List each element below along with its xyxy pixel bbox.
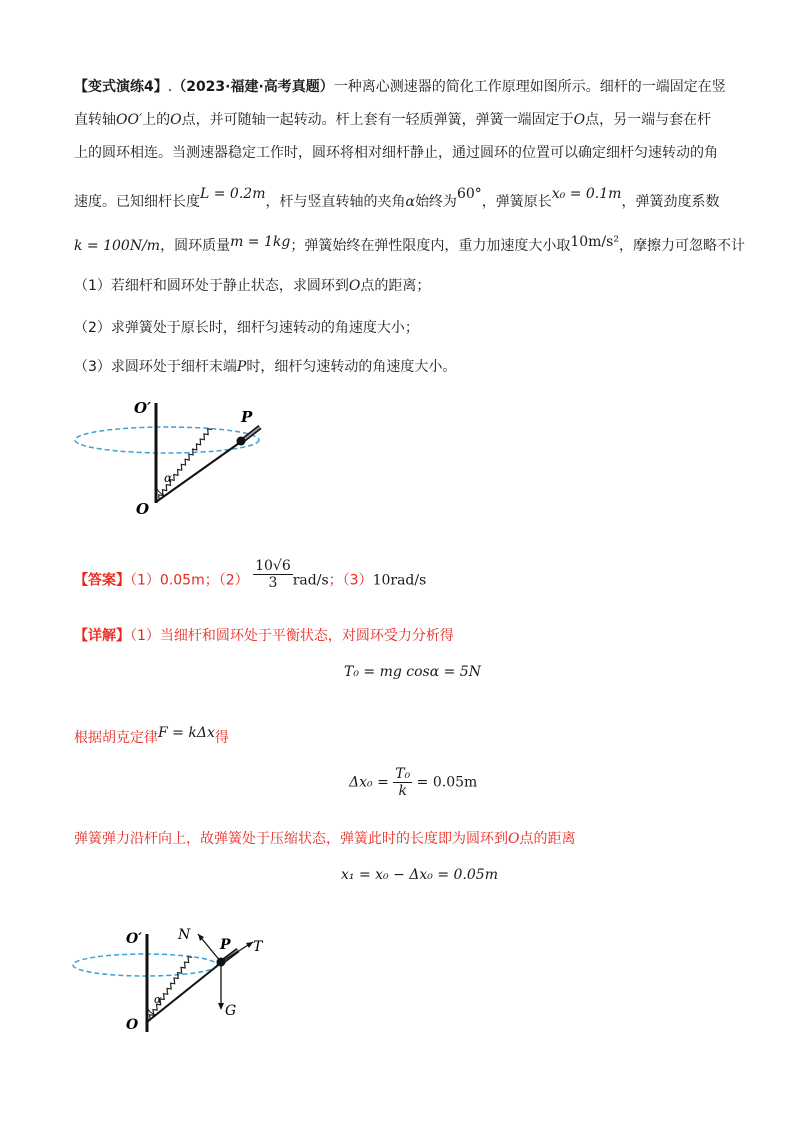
equation-1 — [344, 664, 481, 680]
question-tag: 【变式演练4】 — [74, 79, 168, 95]
eq3-text: x₁ = x₀ − Δx₀ = 0.05m — [341, 867, 498, 883]
spring — [134, 955, 207, 1021]
answer-part-1: （1）0.05m；（2） — [130, 572, 249, 589]
answer-separator: ；（3） — [328, 572, 373, 589]
detail-intro-text: （1）当细杆和圆环处于平衡状态，对圆环受力分析得 — [130, 628, 454, 644]
text: 根据胡克定律 — [74, 730, 158, 746]
fraction-denominator: 3 — [268, 575, 278, 591]
question-line-1 — [74, 77, 726, 97]
label-t: T — [253, 939, 263, 955]
text: ，杆与竖直转轴的夹角 — [265, 194, 406, 210]
text: 点，并可随轴一起转动。杆上套有一轻质弹簧，弹簧一端固定于 — [181, 112, 574, 128]
text: 得 — [214, 730, 229, 746]
text: ，摩擦力可忽略不计 — [618, 238, 745, 254]
hooke-equation: F = kΔx — [158, 725, 215, 741]
figure-1-diagram — [70, 395, 280, 525]
text: （1）若细杆和圆环处于静止状态，求圆环到 — [74, 278, 349, 294]
point-o: O — [573, 112, 586, 128]
x0-value: x₀ = 0.1m — [551, 186, 622, 202]
length-value: L = 0.2m — [200, 186, 266, 202]
text: ，圆环质量 — [160, 238, 231, 254]
text: 上的 — [142, 112, 171, 128]
rod — [147, 962, 222, 1022]
point-p: P — [236, 359, 247, 375]
text: 弹簧弹力沿杆向上，故弹簧处于压缩状态，弹簧此时的长度即为圆环到 — [74, 831, 508, 847]
answer-part-3: 10rad/s — [372, 572, 427, 589]
force-g-arrow — [218, 962, 224, 1010]
mass-value: m = 1kg — [230, 234, 291, 250]
text: 始终为 — [414, 194, 457, 210]
label-alpha: α — [164, 471, 173, 485]
text: （3）求圆环处于细杆末端 — [74, 359, 237, 375]
text: 点的距离 — [519, 831, 576, 847]
ring — [237, 437, 246, 446]
compress-line — [74, 829, 575, 849]
hooke-line — [74, 725, 229, 748]
answer-tag: 【答案】 — [74, 572, 130, 589]
sub-question-3 — [74, 357, 456, 377]
answer-fraction — [253, 558, 293, 591]
detail-intro — [74, 626, 454, 646]
spring — [141, 427, 228, 501]
equation-3 — [341, 867, 498, 883]
force-n-arrow — [198, 934, 221, 962]
k-value: k = 100N/m — [74, 238, 161, 254]
text: ；弹簧始终在弹性限度内，重力加速度大小取 — [290, 238, 571, 254]
eq2-rhs: = 0.05m — [416, 774, 478, 791]
label-o-prime: O′ — [134, 399, 152, 417]
sub-question-1 — [74, 276, 430, 296]
question-text: 一种离心测速器的简化工作原理如图所示。细杆的一端固定在竖 — [333, 79, 726, 95]
angle-value: 60° — [456, 186, 482, 202]
question-line-2 — [74, 110, 711, 130]
equation-2 — [349, 766, 477, 799]
text: 速度。已知细杆长度 — [74, 194, 200, 210]
answer-unit: rad/s — [292, 572, 329, 589]
label-p: P — [241, 408, 253, 426]
eq2-numerator: T₀ — [395, 766, 411, 782]
eq2-fraction — [393, 766, 412, 799]
sub-question-2: （2）求弹簧处于原长时，细杆匀速转动的角速度大小； — [74, 320, 419, 336]
text: 直转轴 — [74, 112, 116, 128]
question-line-3: 上的圆环相连。当测速器稳定工作时，圆环将相对细杆静止，通过圆环的位置可以确定细杆匀速转动的角 — [74, 145, 718, 161]
question-dot: . — [167, 79, 173, 95]
eq1-text: T₀ = mg cosα = 5N — [344, 664, 481, 680]
label-g: G — [225, 1003, 237, 1019]
point-o: O — [348, 278, 361, 294]
point-o: O — [170, 112, 182, 128]
eq2-lhs: Δx₀ = — [349, 774, 389, 791]
question-line-5 — [74, 236, 745, 256]
label-o-prime: O′ — [126, 931, 142, 947]
text: 点的距离； — [360, 278, 431, 294]
text: ，弹簧原长 — [481, 194, 552, 210]
figure-2-diagram — [70, 920, 280, 1035]
rotation-ellipse — [73, 954, 217, 976]
question-line-4 — [74, 186, 720, 212]
text: 点，另一端与套在杆 — [585, 112, 712, 128]
text: 时，细杆匀速转动的角速度大小。 — [246, 359, 457, 375]
detail-tag: 【详解】 — [74, 628, 130, 644]
fraction-numerator: 10√6 — [255, 558, 291, 574]
label-o: O — [126, 1017, 139, 1033]
eq2-denominator: k — [398, 783, 407, 799]
g-value: 10m/s² — [570, 234, 619, 250]
alpha-symbol: α — [405, 194, 415, 210]
question-source: （2023·福建·高考真题） — [172, 79, 334, 95]
text: ，弹簧劲度系数 — [621, 194, 720, 210]
label-p: P — [220, 937, 231, 953]
label-n: N — [178, 927, 191, 943]
axis-symbol: OO′ — [116, 112, 143, 128]
label-o: O — [136, 500, 150, 518]
label-alpha: α — [154, 993, 162, 1006]
answer-line — [74, 558, 427, 597]
point-o: O — [508, 831, 520, 847]
